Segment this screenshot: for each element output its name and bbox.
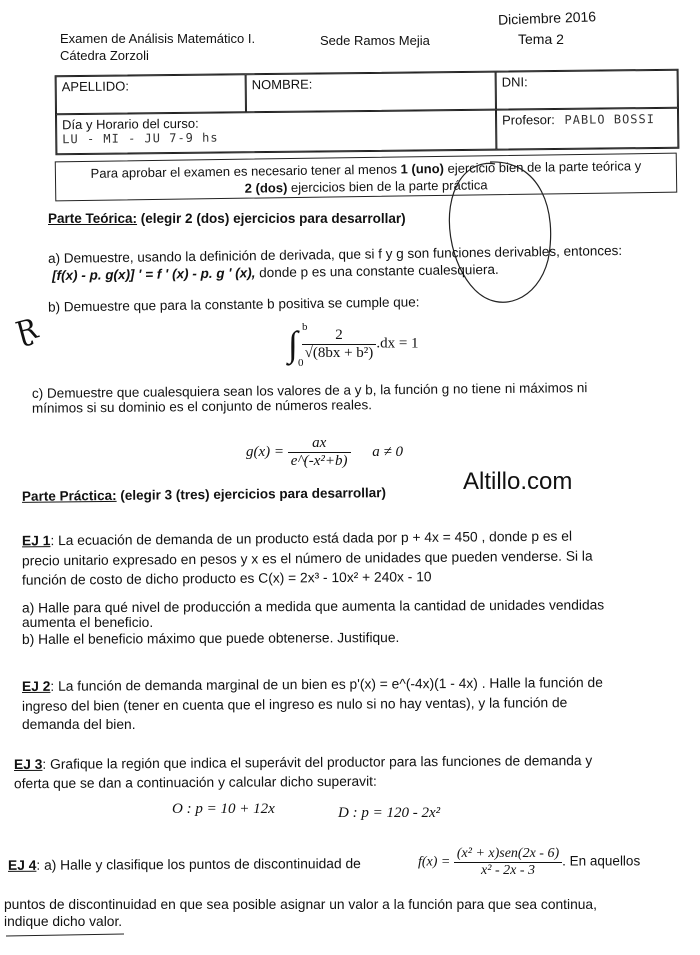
handwritten-underline [4, 928, 134, 948]
ej3-label: EJ 3 [13, 756, 43, 773]
ej4-line3: indique dicho valor. [4, 914, 123, 929]
watermark: Altillo.com [463, 468, 573, 495]
course-header [60, 30, 290, 64]
c-fraction [288, 435, 351, 470]
c-numerator: ax [288, 435, 351, 453]
practice-heading: Parte Práctica: [21, 487, 117, 504]
integral-sign: ∫ [288, 324, 298, 364]
course-title: Examen de Análisis Matemático I. [60, 31, 256, 46]
c-condition: a ≠ 0 [372, 443, 404, 460]
approval-line1-post: ejercicio bien de la parte teórica y [443, 158, 642, 176]
ej2-line3: demanda del bien. [22, 717, 136, 732]
ej2-line1-text: : La función de demanda marginal de un bien es p'(x) = e^(-4x)(1 - 4x) . Halle la función de [50, 674, 603, 694]
handwritten-circle-mark [430, 150, 560, 320]
ej1-line1 [22, 528, 572, 550]
theory-b-formula [288, 321, 419, 369]
theory-a-line1: a) Demuestre, usando la definición de derivada, que si f y g son funciones derivables, entonces: [47, 242, 623, 267]
ej4-fraction [454, 846, 562, 879]
ej3-line2: oferta que se dan a continuación y calcular dicho superavit: [13, 773, 377, 792]
ej3-supply: O : p = 10 + 12x [172, 801, 275, 817]
ej4-numerator: (x² + x)sen(2x - 6) [454, 846, 562, 863]
theory-a-tail: donde p es una constante cualesquiera. [255, 261, 499, 281]
dni-label: DNI: [501, 74, 528, 90]
chair-name: Cátedra Zorzoli [60, 48, 149, 63]
approval-line1-pre: Para aprobar el examen es necesario tener al menos [90, 161, 401, 181]
surname-cell[interactable] [56, 74, 246, 114]
ej2-line2: ingreso del bien (tener en cuenta que el ingreso es nulo si no hay ventas), y la función de [21, 695, 568, 714]
ej4-line1 [8, 855, 361, 874]
integral-lower-limit: 0 [298, 357, 304, 369]
practice-instruction: (elegir 3 (tres) ejercicios para desarrollar) [116, 485, 387, 503]
schedule-label: Día y Horario del curso: [62, 115, 199, 133]
schedule-value: LU - MI - JU 7-9 hs [62, 130, 219, 147]
integral-numerator: 2 [302, 327, 377, 345]
ej1-a-line2: aumenta el beneficio. [22, 615, 154, 630]
ej3-demand: D : p = 120 - 2x² [338, 805, 441, 821]
schedule-cell[interactable] [56, 110, 496, 155]
dni-cell[interactable] [496, 70, 678, 110]
ej4-formula [418, 846, 640, 879]
handwritten-margin-mark: Ɽ [12, 311, 42, 350]
practice-heading-line [22, 484, 386, 505]
exam-date: Diciembre 2016 [497, 8, 597, 28]
ej2-label: EJ 2 [21, 678, 51, 695]
teacher-cell[interactable] [496, 108, 678, 150]
ej1-line2: precio unitario expresado en pesos y x es el número de unidades que pueden venderse. Si la [21, 548, 593, 569]
theory-a-formula: [f(x) - p. g(x)] ' = f ' (x) - p. g ' (x), [51, 265, 256, 284]
c-denominator: e^(-x²+b) [290, 453, 348, 469]
theory-c-line1: c) Demuestre que cualesquiera sean los valores de a y b, la función g no tiene ni máximos ni [31, 380, 588, 401]
ej4-denominator: x² - 2x - 3 [481, 863, 535, 878]
ej1-line3: función de costo de dicho producto es C(x) = 2x³ - 10x² + 240x - 10 [21, 569, 432, 588]
campus-name: Sede Ramos Mejia [320, 33, 430, 48]
ej4-label: EJ 4 [7, 857, 37, 873]
integral-fraction [302, 327, 377, 362]
name-label: NOMBRE: [251, 76, 313, 93]
approval-line2-post: ejercicios bien de la parte práctica [287, 177, 488, 196]
surname-label: APELLIDO: [61, 78, 129, 95]
name-cell[interactable] [246, 72, 496, 113]
integral-rest: .dx = 1 [376, 335, 419, 352]
c-lhs: g(x) = [246, 443, 285, 460]
ej2-line1 [22, 674, 603, 695]
integral-denominator: √(8bx + b²) [304, 344, 374, 361]
theory-b-line1: b) Demuestre que para la constante b positiva se cumple que: [47, 294, 420, 315]
ej4-line1-text: : a) Halle y clasifique los puntos de discontinuidad de [36, 856, 361, 873]
teacher-value: PABLO BOSSI [564, 111, 656, 127]
ej1-label: EJ 1 [21, 533, 51, 549]
ej4-line2: puntos de discontinuidad en que sea posible asignar un valor a la función para que sea continua, [4, 897, 597, 912]
ej3-line1-text: : Grafique la región que indica el superávit del productor para las funciones de demanda y [42, 752, 593, 772]
theory-c-formula [246, 435, 403, 470]
exam-theme: Tema 2 [518, 31, 564, 47]
approval-line1-bold: 1 (uno) [400, 160, 445, 177]
theory-heading-line [48, 210, 406, 227]
theory-c-line2: mínimos si su dominio es el conjunto de números reales. [31, 397, 372, 416]
approval-notice [55, 153, 677, 202]
ej1-b: b) Halle el beneficio máximo que puede obtenerse. Justifique. [21, 630, 400, 647]
theory-heading: Parte Teórica: [48, 211, 138, 226]
theory-instruction: (elegir 2 (dos) ejercicios para desarrollar) [137, 211, 406, 226]
ej4-tail: . En aquellos [562, 853, 641, 869]
teacher-label: Profesor: [502, 112, 555, 128]
ej1-a-line1: a) Halle para qué nivel de producción a medida que aumenta la cantidad de unidades vendidas [21, 597, 605, 616]
ej1-line1-text: : La ecuación de demanda de un producto está dada por p + 4x = 450 , donde p es el [50, 528, 573, 549]
ej3-line1 [14, 752, 592, 773]
student-form [55, 69, 680, 156]
integral-upper-limit: b [302, 321, 308, 333]
ej4-lhs: f(x) = [418, 854, 451, 870]
approval-line2-bold: 2 (dos) [244, 180, 288, 196]
